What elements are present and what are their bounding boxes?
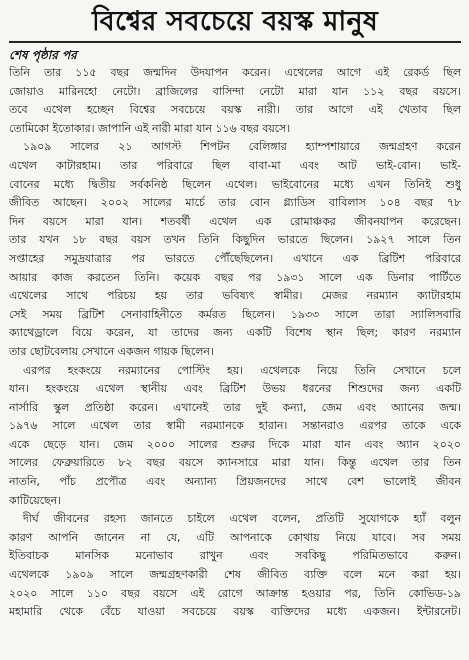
body-line: সপ্তাহের সমুদ্রযাত্রার পর ভারতে পৌঁছেছিলেন। এখানে এক ব্রিটিশ পরিবারে: [9, 251, 461, 265]
body-line: জীবিত আছেন। ২০০২ সালের মার্চে তার বোন গ্ল্যাডিস বাবিলাস ১০৪ বছর ৭৮: [9, 196, 461, 210]
body-line: ১৯৭৬ সালে এথেল তার স্বামী নরম্যানকে হারান। সন্তানরাও এরপর তাকে একে: [9, 419, 461, 433]
body-line: তোমিকো ইতোকার। জাপানি এই নারী মারা যান ১১৬ বছর বয়সে।: [9, 121, 291, 135]
body-line: ক্যাথেড্রালে বিয়ে করেন, যা তাদের জন্য একটি বিশেষ স্থান ছিল; কারণ নরম্যান: [9, 326, 461, 340]
body-line: এথেলের সাথে পরিচয় হয় তার ভবিষ্যৎ স্বামীর। মেজর নরম্যান ক্যাটারহাম: [9, 289, 461, 303]
body-line: ২০২০ সালে ১১০ বছর বয়সে এই রোগে আক্রান্ত হওয়ার পর, তিনি কোভিড-১৯: [9, 586, 461, 600]
body-line: মহামারি থেকে বেঁচে যাওয়া সবচেয়ে বয়স্ক ব্যক্তিদের মধ্যে একজন। ইন্টারনেট।: [9, 605, 461, 619]
body-line: ১৯০৯ সালের ২১ আগস্ট শিপটন বেলিঙ্গার হ্যাম্পশায়ারে জন্মগ্রহণ করেন: [23, 140, 461, 154]
body-line: তিনি তার ১১৫ বছর জন্মদিন উদযাপন করেন। এথেলের আগে এই রেকর্ড ছিল: [9, 66, 461, 79]
body-line: নাতনি, পাঁচ প্রপৌত্র এবং অন্যান্য প্রিয়জনদের সাথে বেশ ভালোই জীবন: [9, 475, 461, 489]
body-line: বোনের মধ্যে দ্বিতীয় সর্বকনিষ্ঠ ছিলেন এথেল। ভাইবোনের মধ্যে এখন তিনিই শুধু: [9, 177, 461, 191]
body-line: এথেলকে ১৯০৯ সালে জন্মগ্রহণকারী শেষ জীবিত ব্যক্তি বলে মনে করা হয়।: [9, 568, 461, 582]
body-line: ইতিবাচক মানসিক মনোভাব রাখুন এবং সবকিছু পরিমিতভাবে করুন।: [9, 549, 461, 563]
headline-divider: [9, 41, 461, 43]
body-line: দিন বয়সে মারা যান। শতবর্ষী এথেল এক রোমাঞ্চকর জীবনযাপন করেছেন।: [9, 214, 461, 228]
article-body: [9, 64, 461, 622]
article-headline: বিশ্বের সবচেয়ে বয়স্ক মানুষ: [91, 6, 379, 37]
body-line: কাটিয়েছেন।: [9, 493, 61, 507]
body-line: যান। হংকংয়ে এথেল স্থানীয় এবং ব্রিটিশ উভয় ধরনের শিশুদের জন্য একটি: [9, 382, 461, 396]
body-line: সেই সময় ব্রিটিশ সেনাবাহিনীতে কর্মরত ছিলেন। ১৯৩৩ সালে তারা স্যালিসবারি: [9, 307, 461, 321]
body-line: নার্সারি স্কুল প্রতিষ্ঠা করেন। এখানেই তার দুই কন্যা, জেম এবং অ্যানের জন্ম।: [9, 400, 461, 414]
continued-from-label: শেষ পৃষ্ঠার পর: [9, 48, 77, 62]
body-line: দীর্ঘ জীবনের রহস্য জানতে চাইলে এথেল বলেন, প্রতিটি সুযোগকে হ্যাঁ বলুন: [23, 512, 461, 526]
body-line: আয়ার কাজ করতেন তিনি। কয়েক বছর পর ১৯৩১ সালে এক ডিনার পার্টিতে: [9, 270, 461, 284]
body-line: এরপর হংকংয়ে নরম্যানের পোস্টিং হয়। এথেলকে নিয়ে তিনি সেখানে চলে: [23, 363, 461, 377]
body-line: তার ছোটবেলায় সেখানে একজন গায়ক ছিলেন।: [9, 344, 214, 358]
body-line: তার যখন ১৮ বছর বয়স তখন তিনি কিছুদিন ভারতে ছিলেন। ১৯২৭ সালে তিন: [9, 233, 461, 247]
body-line: কারণ আপনি জানেন না যে, এটি আপনাকে কোথায় নিয়ে যাবে। সব সময়: [9, 530, 461, 544]
body-line: এথেল কাটারহাম। তার পরিবারে ছিল বাবা-মা এবং আট ভাই-বোন। ভাই-: [9, 158, 461, 172]
body-line: জোয়াও মারিনহো নেটো। ব্রাজিলের বাসিন্দা নেটো মারা যান ১১২ বছর বয়সে।: [9, 84, 461, 98]
body-line: সালের ফেব্রুয়ারিতে ৮২ বছর বয়সে ক্যানসারে মারা যান। কিন্তু এথেল তার তিন: [9, 456, 461, 470]
body-line: একে ছেড়ে যান। জেম ২০০০ সালের শুরুর দিকে মারা যান এবং অ্যান ২০২০: [9, 437, 461, 451]
body-line: তবে এথেল হচ্ছেন বিশ্বের সবচেয়ে বয়স্ক নারী। তার আগে এই খেতাব ছিল: [9, 103, 461, 117]
